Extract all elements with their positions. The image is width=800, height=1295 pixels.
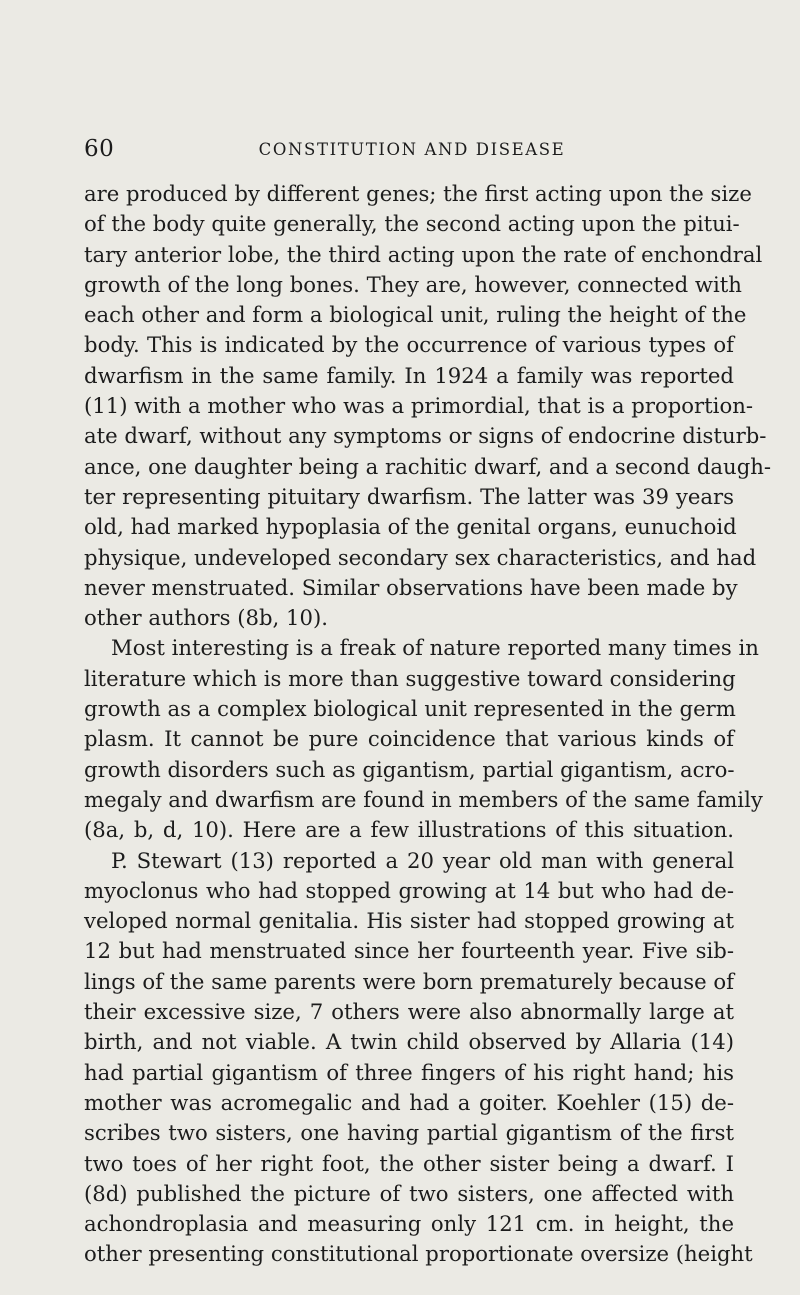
text-line: Most interesting is a freak of nature reported many times in xyxy=(111,635,759,661)
text-line: mother was acromegalic and had a goiter. Koehler (15) de- xyxy=(84,1089,734,1115)
text-line: growth of the long bones. They are, however, connected with xyxy=(84,271,742,297)
text-line: (8a, b, d, 10). Here are a few illustrations of this situation. xyxy=(84,817,734,843)
text-line: (11) with a mother who was a primordial, that is a proportion- xyxy=(84,393,754,419)
text-line: myoclonus who had stopped growing at 14 but who had de- xyxy=(84,877,734,903)
page-number: 60 xyxy=(84,136,115,162)
text-line: are produced by different genes; the first acting upon the size xyxy=(84,181,752,206)
text-line: two toes of her right foot, the other sister being a dwarf. I xyxy=(84,1150,734,1176)
text-line: old, had marked hypoplasia of the genital organs, eunuchoid xyxy=(84,514,737,540)
text-line: growth as a complex biological unit represented in the germ xyxy=(84,696,736,722)
text-line: literature which is more than suggestive toward considering xyxy=(84,665,736,691)
text-line: (8d) published the picture of two sisters, one affected with xyxy=(84,1180,734,1206)
text-line: 12 but had menstruated since her fourteenth year. Five sib- xyxy=(84,938,734,964)
text-line: plasm. It cannot be pure coincidence that various kinds of xyxy=(84,726,734,752)
text-line: scribes two sisters, one having partial gigantism of the first xyxy=(84,1120,734,1146)
text-line: of the body quite generally, the second acting upon the pitui- xyxy=(84,211,740,237)
text-line: physique, undeveloped secondary sex characteristics, and had xyxy=(84,544,757,570)
text-line: tary anterior lobe, the third acting upon the rate of enchondral xyxy=(84,241,763,267)
text-line: other authors (8b, 10). xyxy=(84,605,328,631)
text-line: growth disorders such as gigantism, partial gigantism, acro- xyxy=(84,756,735,782)
text-line: never menstruated. Similar observations have been made by xyxy=(84,574,738,600)
text-line: veloped normal genitalia. His sister had stopped growing at xyxy=(84,908,734,934)
text-line: ter representing pituitary dwarfism. The latter was 39 years xyxy=(84,483,734,509)
text-line: achondroplasia and measuring only 121 cm. in height, the xyxy=(84,1211,734,1237)
text-line: ance, one daughter being a rachitic dwarf, and a second daugh- xyxy=(84,453,772,479)
text-line: other presenting constitutional proportionate oversize (height xyxy=(84,1241,753,1267)
text-line: lings of the same parents were born prematurely because of xyxy=(84,968,734,994)
text-line: their excessive size, 7 others were also abnormally large at xyxy=(84,999,734,1025)
text-line: each other and form a biological unit, ruling the height of the xyxy=(84,302,747,328)
running-title: CONSTITUTION AND DISEASE xyxy=(258,140,566,159)
text-line: birth, and not viable. A twin child observed by Allaria (14) xyxy=(84,1029,734,1055)
body-text xyxy=(84,179,772,1270)
text-line: megaly and dwarfism are found in members of the same family xyxy=(84,786,763,812)
text-line: dwarfism in the same family. In 1924 a family was reported xyxy=(84,362,734,388)
text-line: P. Stewart (13) reported a 20 year old man with general xyxy=(111,847,734,873)
text-line: body. This is indicated by the occurrence of various types of xyxy=(84,332,734,358)
text-line: had partial gigantism of three fingers of his right hand; his xyxy=(84,1059,734,1085)
text-line: ate dwarf, without any symptoms or signs of endocrine disturb- xyxy=(84,423,767,449)
page-header xyxy=(84,136,730,166)
